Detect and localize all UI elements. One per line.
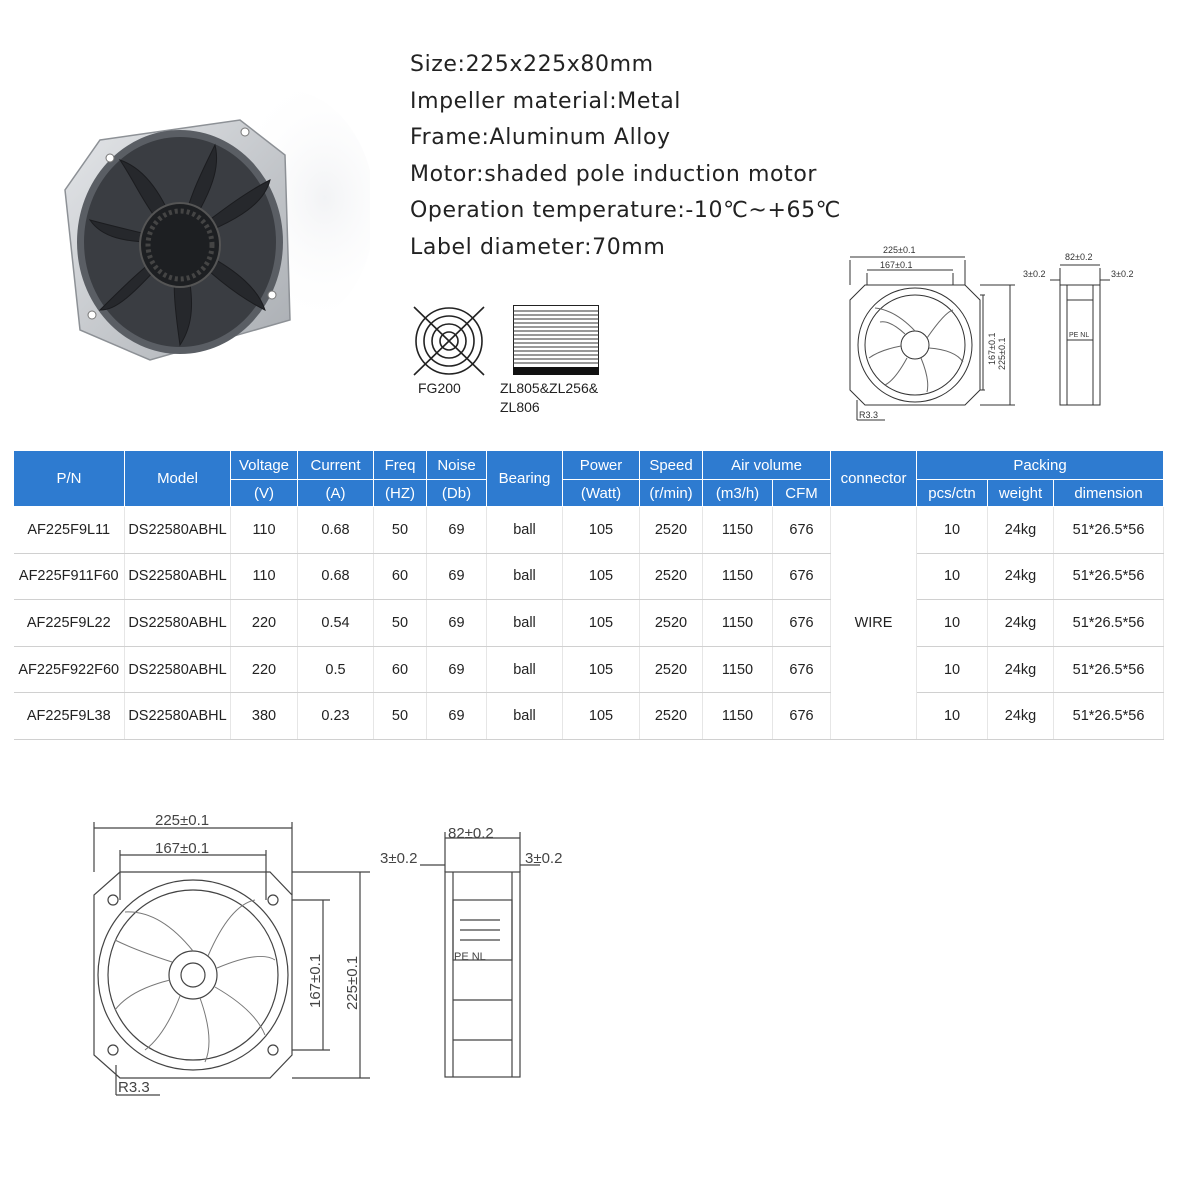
cell-dimension: 51*26.5*56 [1054,600,1164,647]
header-cfm: CFM [773,480,831,507]
cell-pn: AF225F9L11 [14,507,125,554]
large-radius-label: R3.3 [118,1079,150,1096]
header-freq-unit: (HZ) [374,480,427,507]
cell-freq: 50 [374,600,427,647]
large-terminal-label: PE NL [454,951,486,963]
fan-guard-icon [408,305,490,377]
small-terminal-label: PE NL [1069,332,1090,339]
cell-pn: AF225F9L38 [14,693,125,740]
large-height-label: 225±0.1 [344,955,361,1010]
header-model: Model [125,451,231,507]
large-dimension-drawing [80,800,600,1110]
cell-voltage: 220 [231,600,298,647]
cell-weight: 24kg [988,646,1054,693]
cell-freq: 60 [374,646,427,693]
cell-voltage: 380 [231,693,298,740]
cell-bearing: ball [487,646,563,693]
spec-motor: Motor:shaded pole induction motor [410,161,818,187]
cell-current: 0.68 [298,553,374,600]
small-depth-label: 82±0.2 [1065,252,1093,262]
header-speed: Speed [640,451,703,480]
large-vhole-label: 167±0.1 [307,953,324,1008]
cell-cfm: 676 [773,600,831,647]
cell-power: 105 [563,553,640,600]
cell-weight: 24kg [988,600,1054,647]
cell-cfm: 676 [773,693,831,740]
header-freq: Freq [374,451,427,480]
small-width-label: 225±0.1 [883,245,916,255]
cell-model: DS22580ABHL [125,693,231,740]
cell-freq: 50 [374,507,427,554]
cell-model: DS22580ABHL [125,646,231,693]
large-hole-label: 167±0.1 [155,840,210,857]
cell-pcs: 10 [917,553,988,600]
cell-cfm: 676 [773,646,831,693]
small-vhole-label: 167±0.1 [987,332,997,365]
cell-noise: 69 [427,507,487,554]
header-connector: connector [831,451,917,507]
filter-label-line1: ZL805&ZL256& [500,380,599,396]
cell-model: DS22580ABHL [125,553,231,600]
cell-freq: 60 [374,553,427,600]
cell-speed: 2520 [640,507,703,554]
small-radius-label: R3.3 [859,410,879,420]
cell-voltage: 110 [231,553,298,600]
cell-m3h: 1150 [703,600,773,647]
cell-cfm: 676 [773,507,831,554]
header-pn: P/N [14,451,125,507]
small-hole-label: 167±0.1 [880,260,913,270]
cell-power: 105 [563,600,640,647]
fan-photo [40,70,370,400]
spec-frame: Frame:Aluminum Alloy [410,125,671,151]
cell-bearing: ball [487,600,563,647]
cell-connector: WIRE [831,507,917,740]
cell-power: 105 [563,507,640,554]
header-bearing: Bearing [487,451,563,507]
cell-voltage: 110 [231,507,298,554]
small-flange-left-label: 3±0.2 [1023,269,1046,279]
cell-pcs: 10 [917,600,988,647]
spec-impeller: Impeller material:Metal [410,88,681,114]
cell-dimension: 51*26.5*56 [1054,646,1164,693]
cell-noise: 69 [427,693,487,740]
cell-bearing: ball [487,553,563,600]
cell-dimension: 51*26.5*56 [1054,553,1164,600]
table-row [14,600,1164,647]
table-row [14,553,1164,600]
small-height-label: 225±0.1 [997,337,1007,370]
fan-guard-label: FG200 [418,380,461,396]
large-depth-label: 82±0.2 [448,825,494,842]
cell-model: DS22580ABHL [125,507,231,554]
cell-current: 0.5 [298,646,374,693]
spec-list [410,52,841,272]
header-speed-unit: (r/min) [640,480,703,507]
header-current: Current [298,451,374,480]
header-pcs: pcs/ctn [917,480,988,507]
header-power-unit: (Watt) [563,480,640,507]
header-power: Power [563,451,640,480]
filter-label-line2: ZL806 [500,399,540,415]
cell-current: 0.68 [298,507,374,554]
spec-temperature: Operation temperature:-10℃~+65℃ [410,198,841,224]
large-flange-right-label: 3±0.2 [525,850,563,867]
cell-bearing: ball [487,507,563,554]
header-air-volume: Air volume [703,451,831,480]
cell-m3h: 1150 [703,553,773,600]
cell-pcs: 10 [917,693,988,740]
table-row [14,507,1164,554]
header-packing: Packing [917,451,1164,480]
cell-speed: 2520 [640,646,703,693]
cell-speed: 2520 [640,553,703,600]
header-voltage: Voltage [231,451,298,480]
cell-freq: 50 [374,693,427,740]
cell-dimension: 51*26.5*56 [1054,507,1164,554]
cell-voltage: 220 [231,646,298,693]
large-width-label: 225±0.1 [155,812,210,829]
cell-current: 0.23 [298,693,374,740]
cell-pn: AF225F922F60 [14,646,125,693]
spec-size: Size:225x225x80mm [410,52,654,77]
header-voltage-unit: (V) [231,480,298,507]
cell-speed: 2520 [640,600,703,647]
cell-current: 0.54 [298,600,374,647]
cell-pcs: 10 [917,646,988,693]
large-flange-left-label: 3±0.2 [380,850,418,867]
small-dimension-drawing [835,240,1155,425]
cell-power: 105 [563,693,640,740]
cell-m3h: 1150 [703,646,773,693]
cell-weight: 24kg [988,693,1054,740]
cell-pn: AF225F9L22 [14,600,125,647]
cell-weight: 24kg [988,553,1054,600]
cell-speed: 2520 [640,693,703,740]
cell-m3h: 1150 [703,507,773,554]
cell-m3h: 1150 [703,693,773,740]
header-weight: weight [988,480,1054,507]
table-row [14,646,1164,693]
spec-table [13,450,1164,740]
table-row [14,693,1164,740]
spec-label-diameter: Label diameter:70mm [410,234,666,260]
cell-weight: 24kg [988,507,1054,554]
cell-pn: AF225F911F60 [14,553,125,600]
small-flange-right-label: 3±0.2 [1111,269,1134,279]
cell-model: DS22580ABHL [125,600,231,647]
header-noise-unit: (Db) [427,480,487,507]
header-noise: Noise [427,451,487,480]
cell-bearing: ball [487,693,563,740]
cell-noise: 69 [427,600,487,647]
cell-dimension: 51*26.5*56 [1054,693,1164,740]
cell-noise: 69 [427,553,487,600]
cell-pcs: 10 [917,507,988,554]
header-dimension: dimension [1054,480,1164,507]
header-m3h: (m3/h) [703,480,773,507]
filter-icon [513,305,599,375]
cell-cfm: 676 [773,553,831,600]
cell-power: 105 [563,646,640,693]
header-current-unit: (A) [298,480,374,507]
cell-noise: 69 [427,646,487,693]
